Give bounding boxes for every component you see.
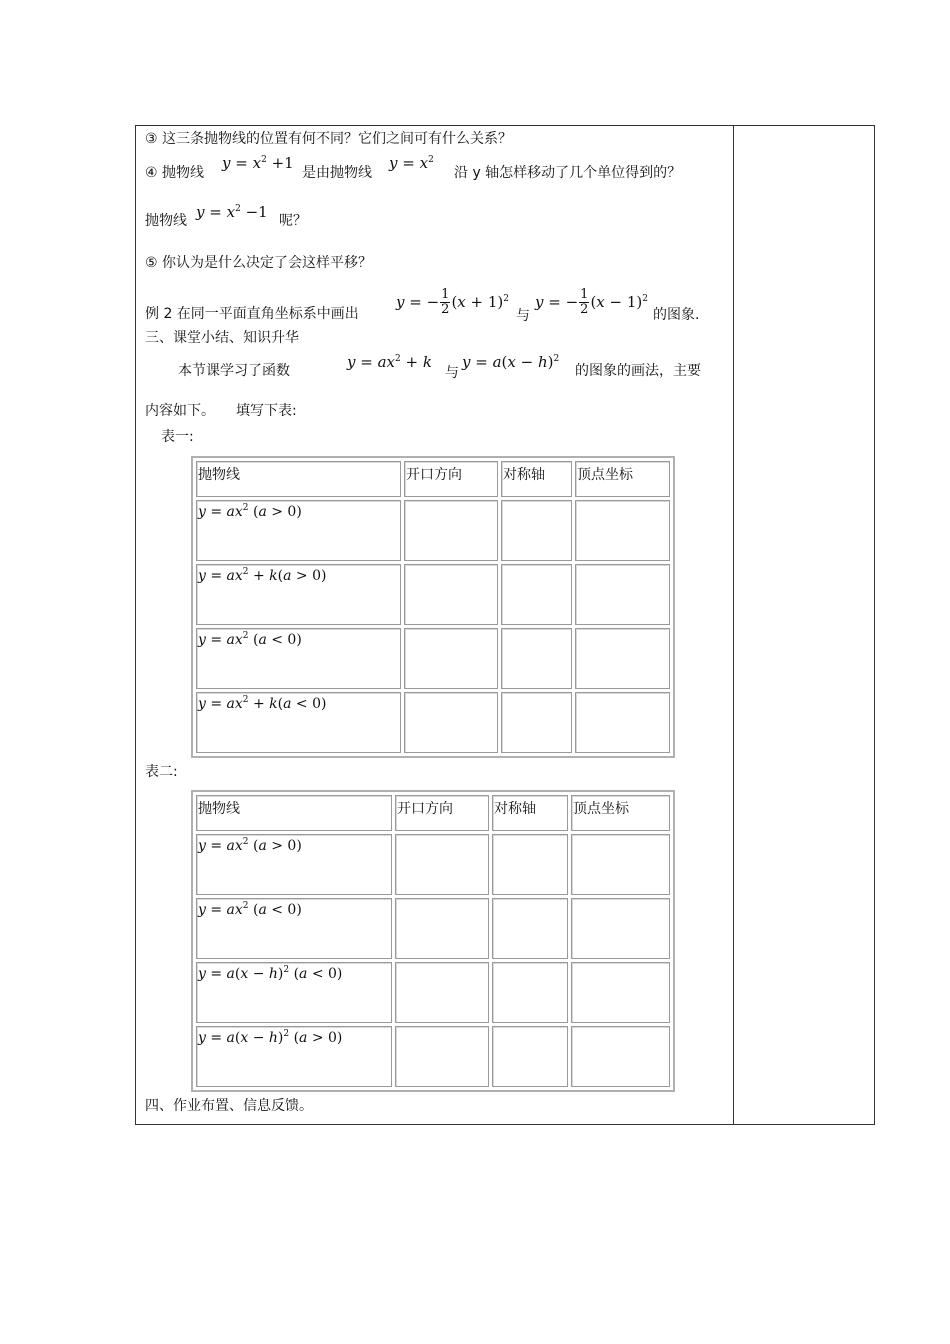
example-2-and: 与: [516, 308, 530, 324]
table-2-cell: [492, 1026, 568, 1087]
table-2-cell: [395, 898, 489, 959]
table-1-cell: [575, 564, 670, 625]
formula-y-x2-plus-1: $y = x^2 +1$: [222, 154, 294, 172]
table-1-cell: [575, 628, 670, 689]
table-1-row-3-formula: $y = ax^2$ (a < 0): [196, 628, 401, 689]
table-2-cell: [492, 962, 568, 1023]
header-axis: 对称轴: [501, 461, 572, 497]
table-1-cell: [501, 628, 572, 689]
example-2-prefix: 例 2 在同一平面直角坐标系中画出: [145, 306, 359, 322]
header-opening: 开口方向: [404, 461, 498, 497]
table-1-cell: [501, 692, 572, 753]
section-4-heading: 四、作业布置、信息反馈。: [145, 1098, 313, 1114]
table-1-cell: [501, 500, 572, 561]
example-2-suffix: 的图象.: [653, 307, 700, 323]
question-5: ⑤ 你认为是什么决定了会这样平移？: [145, 255, 373, 271]
formula-y-x2: $y = x^2$: [389, 154, 434, 172]
header-opening: 开口方向: [395, 795, 489, 831]
summary-prefix: 本节课学习了函数: [178, 363, 290, 379]
header-parabola: 抛物线: [196, 461, 401, 497]
table-1: [191, 456, 675, 758]
header-vertex: 顶点坐标: [571, 795, 670, 831]
formula-y-x2-minus-1: $y = x^2 -1$: [196, 203, 268, 221]
table-2-cell: [395, 834, 489, 895]
column-divider: [733, 126, 734, 1124]
question-4-line2-prefix: 抛物线: [145, 213, 187, 229]
table-2-cell: [492, 834, 568, 895]
table-1-label: 表一:: [161, 429, 194, 445]
question-4-prefix: ④ 抛物线: [145, 165, 205, 181]
table-2-cell: [492, 898, 568, 959]
table-2-row-2-formula: $y = ax^2$ (a < 0): [196, 898, 392, 959]
table-2-row-3-formula: $y = a(x - h)^2$ (a < 0): [196, 962, 392, 1023]
table-2-cell: [571, 1026, 670, 1087]
summary-and: 与: [445, 365, 459, 381]
formula-summary-2: $y = a(x - h)^2$: [462, 353, 560, 371]
summary-suffix: 的图象的画法，主要: [575, 363, 701, 379]
formula-example-1: y = − $\frac{1}{2}$ $(x + 1)^2$: [396, 287, 509, 318]
table-2-cell: [571, 962, 670, 1023]
table-2-cell: [395, 1026, 489, 1087]
table-1-row-2-formula: $y = ax^2 + k(a > 0)$: [196, 564, 401, 625]
table-2-label: 表二:: [145, 764, 178, 780]
header-parabola: 抛物线: [196, 795, 392, 831]
table-2-cell: [571, 834, 670, 895]
summary-line2: 内容如下。 填写下表:: [145, 403, 297, 419]
table-1-cell: [575, 500, 670, 561]
question-4-suffix: 沿 y 轴怎样移动了几个单位得到的？: [454, 165, 682, 181]
header-axis: 对称轴: [492, 795, 568, 831]
question-3: ③ 这三条抛物线的位置有何不同？它们之间可有什么关系？: [145, 131, 512, 147]
table-1-cell: [501, 564, 572, 625]
question-4-mid: 是由抛物线: [302, 165, 372, 181]
table-1-row-1-formula: $y = ax^2$ (a > 0): [196, 500, 401, 561]
question-4-line2-suffix: 呢？: [279, 213, 307, 229]
table-1-cell: [404, 628, 498, 689]
table-2-cell: [395, 962, 489, 1023]
table-1-cell: [404, 564, 498, 625]
table-2-cell: [571, 898, 670, 959]
table-1-cell: [404, 692, 498, 753]
table-2-row-1-formula: $y = ax^2$ (a > 0): [196, 834, 392, 895]
formula-summary-1: $y = ax^2 + k$: [347, 353, 432, 371]
section-3-heading: 三、课堂小结、知识升华: [145, 330, 299, 346]
header-vertex: 顶点坐标: [575, 461, 670, 497]
table-2-row-4-formula: $y = a(x - h)^2$ (a > 0): [196, 1026, 392, 1087]
table-1-row-4-formula: $y = ax^2 + k(a < 0)$: [196, 692, 401, 753]
table-2: [191, 790, 675, 1092]
table-1-cell: [575, 692, 670, 753]
formula-example-2: y = − $\frac{1}{2}$ $(x - 1)^2$: [535, 287, 648, 318]
table-1-cell: [404, 500, 498, 561]
